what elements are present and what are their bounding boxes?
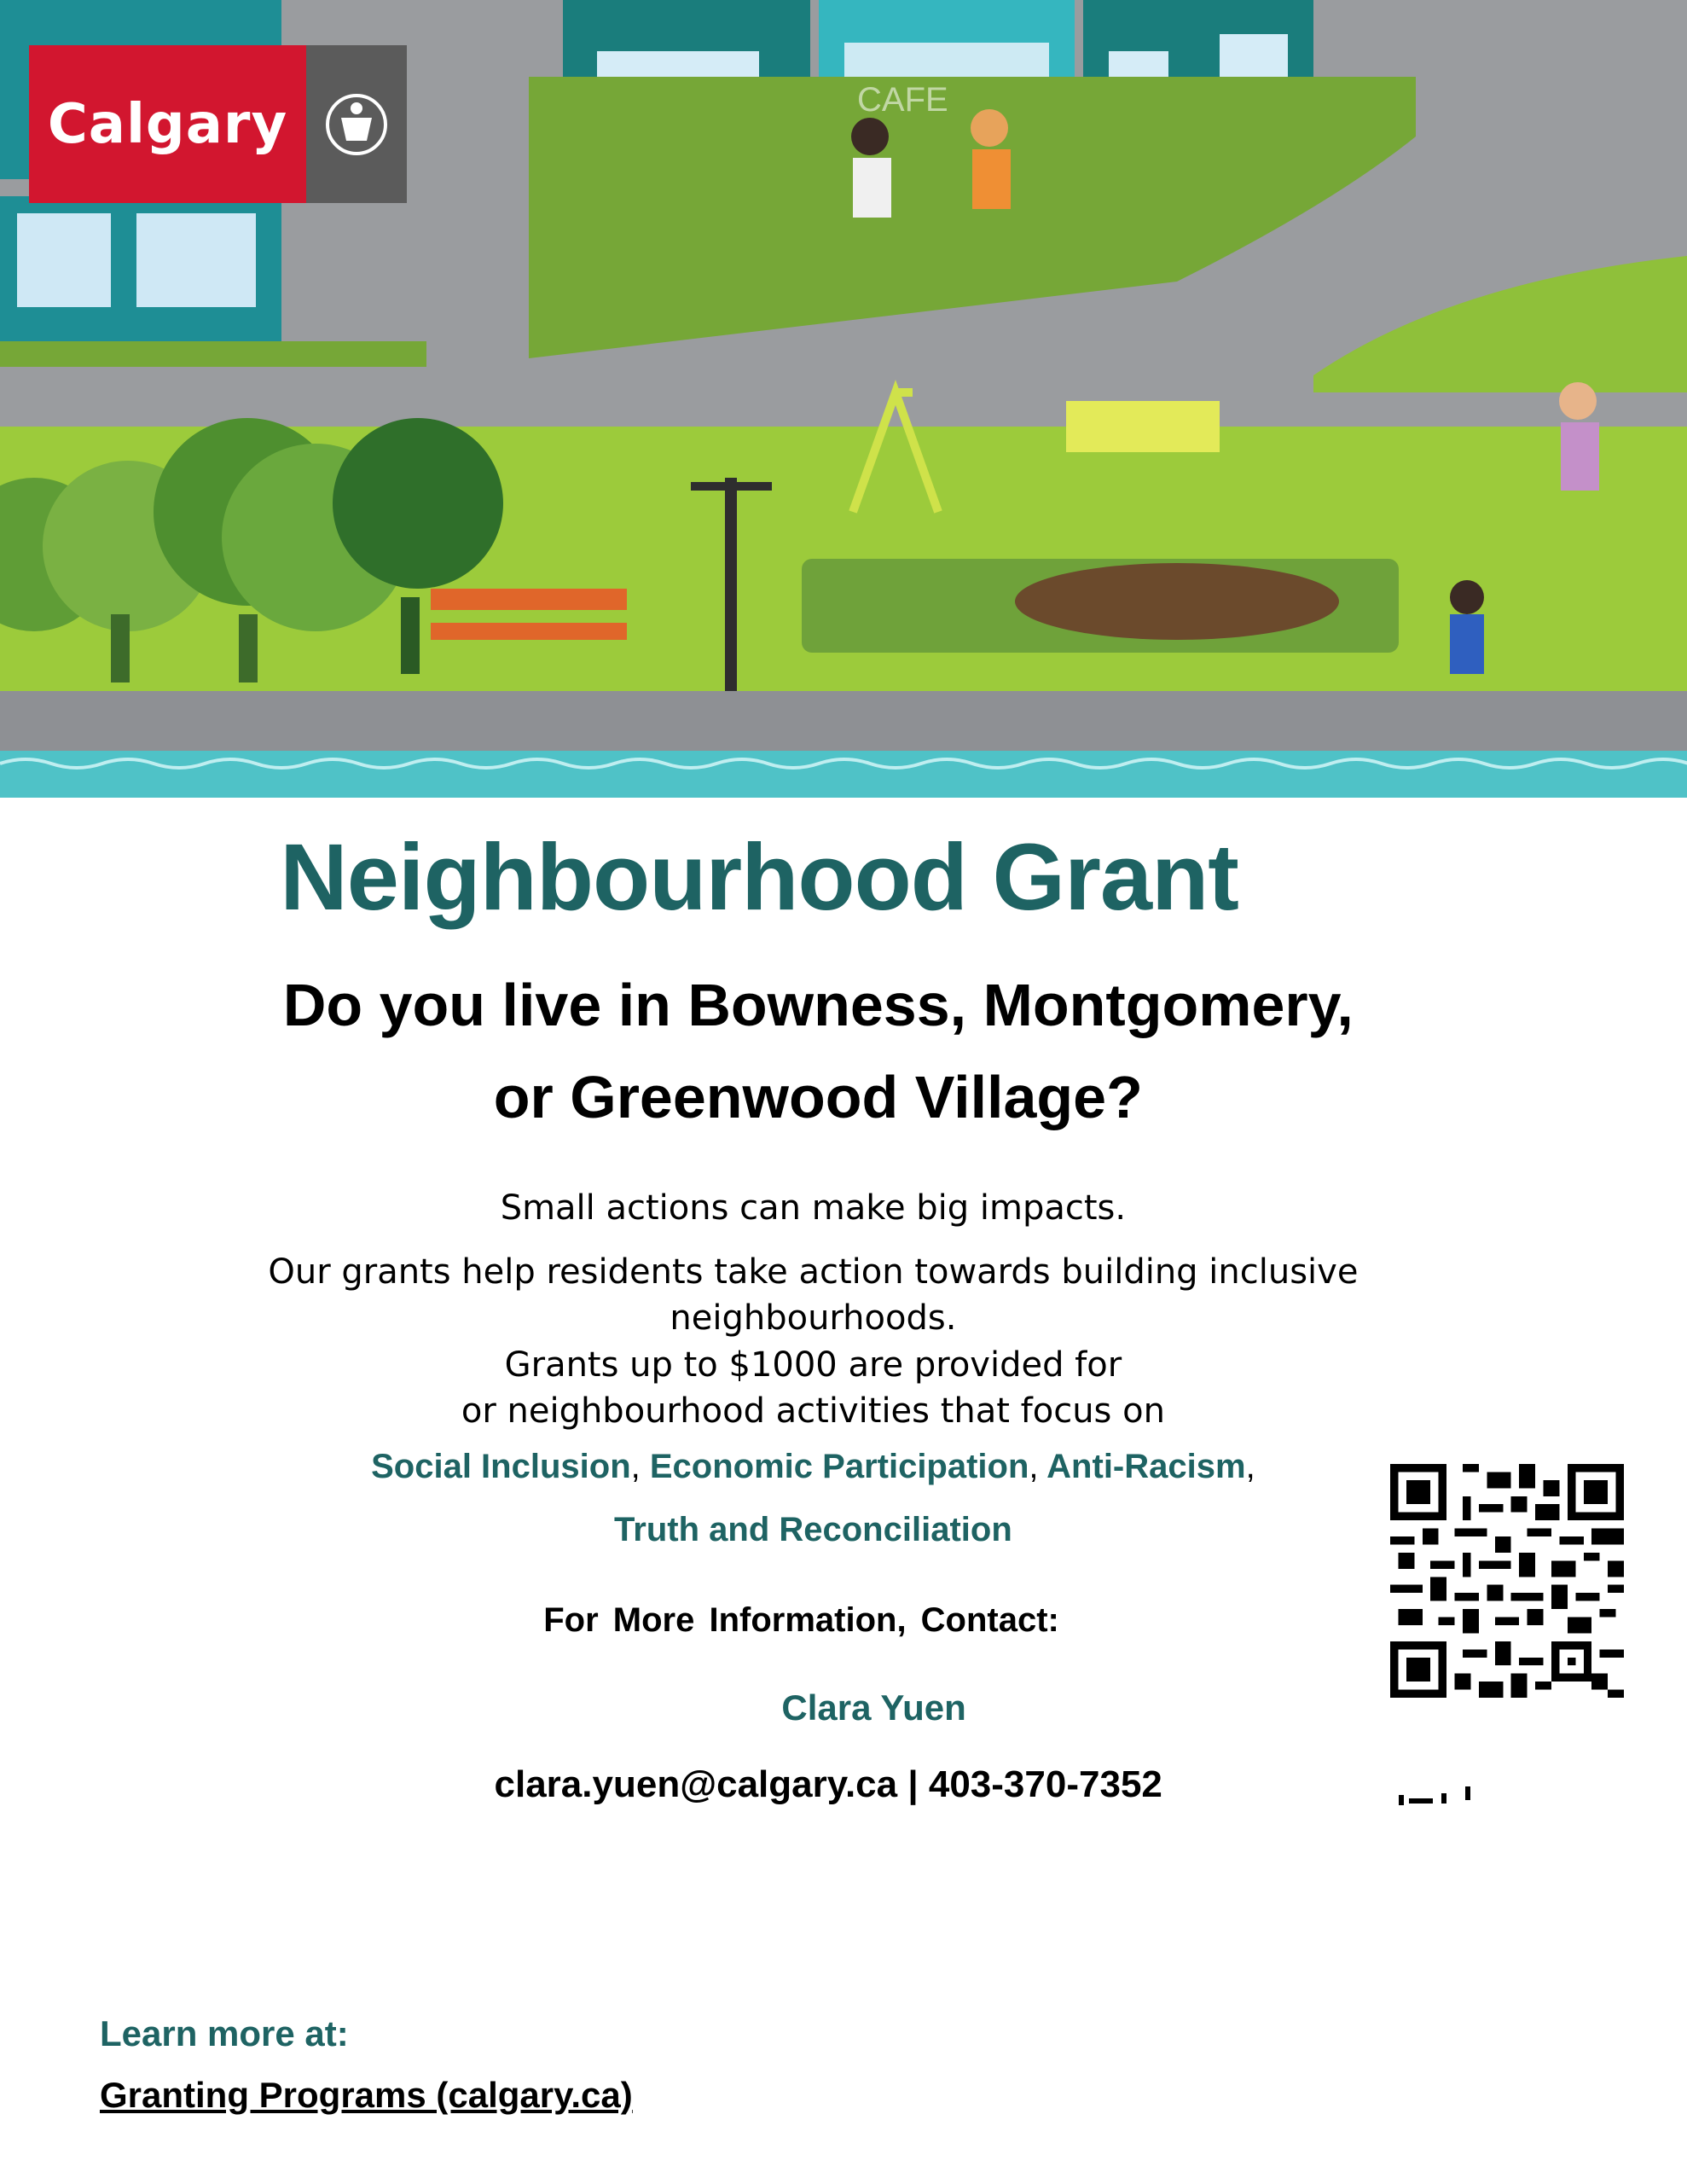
logo-text: Calgary [47, 92, 288, 156]
body-paragraph-3: neighbourhoods. [670, 1298, 957, 1338]
contact-name: Clara Yuen [781, 1687, 966, 1728]
focus-economic-participation: Economic Participation [649, 1448, 1029, 1485]
logo-wordmark [29, 45, 306, 203]
learn-more-label: Learn more at: [100, 2013, 349, 2053]
body-paragraph-5: or neighbourhood activities that focus on [461, 1391, 1165, 1431]
qr-code-icon[interactable] [1390, 1461, 1624, 1700]
question-line-2: or Greenwood Village? [493, 1064, 1143, 1130]
body-paragraph-4: Grants up to $1000 are provided for [504, 1345, 1122, 1385]
body-paragraph-2: Our grants help residents take action towards building inclusive [268, 1252, 1359, 1292]
focus-separator: , [1245, 1448, 1255, 1485]
focus-social-inclusion: Social Inclusion [371, 1448, 631, 1485]
city-crest-icon [306, 45, 407, 203]
contact-details[interactable]: clara.yuen@calgary.ca | 403-370-7352 [494, 1763, 1162, 1805]
body-paragraph-1: Small actions can make big impacts. [500, 1188, 1127, 1228]
focus-anti-racism: Anti-Racism [1046, 1448, 1246, 1485]
qr-fragment-icon [1399, 1785, 1475, 1806]
focus-separator: , [630, 1448, 641, 1485]
focus-separator: , [1029, 1448, 1039, 1485]
cafe-sign: CAFE [857, 81, 948, 119]
calgary-logo [29, 45, 407, 203]
focus-truth-reconciliation: Truth and Reconciliation [614, 1511, 1012, 1548]
contact-heading: For More Information, Contact: [543, 1601, 1059, 1639]
page-title: Neighbourhood Grant [280, 825, 1238, 930]
question-line-1: Do you live in Bowness, Montgomery, [282, 972, 1354, 1038]
granting-programs-link[interactable]: Granting Programs (calgary.ca) [100, 2075, 633, 2115]
